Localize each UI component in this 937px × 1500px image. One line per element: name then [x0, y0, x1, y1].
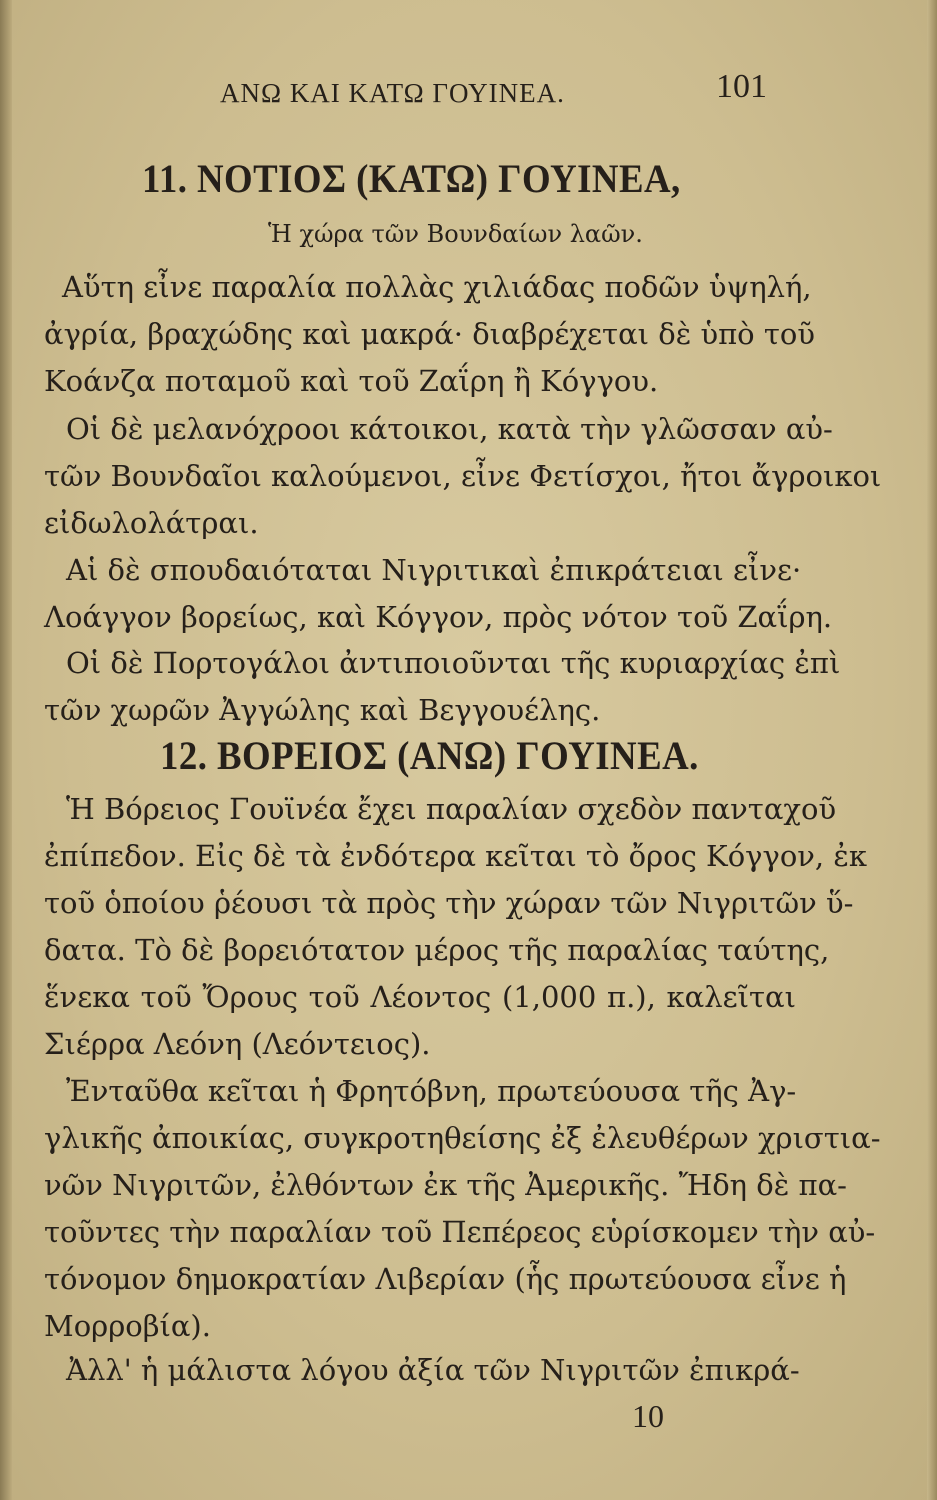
text-line: ἀγρία, βραχώδης καὶ μακρά· διαβρέχεται δὲ ὑπὸ τοῦ — [44, 317, 815, 351]
text-line: Αἱ δὲ σπουδαιόταται Νιγριτικαὶ ἐπικράτειαι εἶνε· — [66, 553, 802, 587]
text-line: Ἀλλ' ἡ μάλιστα λόγου ἀξία τῶν Νιγριτῶν ἐπικρά- — [66, 1353, 800, 1387]
page-number: 101 — [716, 68, 767, 105]
page-edge — [927, 0, 937, 1500]
text-line: τῶν Βουνδαῖοι καλούμενοι, εἶνε Φετίσχοι, ἤτοι ἄγροικοι — [44, 459, 882, 493]
text-line: τῶν χωρῶν Ἀγγώλης καὶ Βεγγουέλης. — [44, 693, 601, 727]
text-line: ἐπίπεδον. Εἰς δὲ τὰ ἐνδότερα κεῖται τὸ ὄρος Κόγγον, ἐκ — [44, 839, 868, 873]
text-line: Οἱ δὲ Πορτογάλοι ἀντιποιοῦνται τῆς κυριαρχίας ἐπὶ — [66, 646, 841, 680]
section-11-subtitle: Ἡ χώρα τῶν Βουνδαίων λαῶν. — [268, 220, 643, 248]
section-12-title: 12. ΒΟΡΕΙΟΣ (ΑΝΩ) ΓΟΥΙΝΕΑ. — [160, 733, 699, 778]
text-line: Κοάνζα ποταμοῦ καὶ τοῦ Ζαΐρη ἢ Κόγγου. — [44, 364, 659, 398]
text-line: Μορροβία). — [44, 1309, 211, 1343]
page-gutter — [0, 0, 12, 1500]
text-line: Ἐνταῦθα κεῖται ἡ Φρητόβνη, πρωτεύουσα τῆς Ἀγ- — [66, 1074, 797, 1108]
text-line: δατα. Τὸ δὲ βορειότατον μέρος τῆς παραλίας ταύτης, — [44, 933, 830, 967]
text-line: νῶν Νιγριτῶν, ἐλθόντων ἐκ τῆς Ἀμερικῆς. Ἤδη δὲ πα- — [44, 1168, 847, 1202]
running-head: ΑΝΩ ΚΑΙ ΚΑΤΩ ΓΟΥΙΝΕΑ. — [220, 78, 565, 108]
text-line: τόνομον δημοκρατίαν Λιβερίαν (ἧς πρωτεύουσα εἶνε ἡ — [44, 1262, 847, 1296]
text-line: γλικῆς ἀποικίας, συγκροτηθείσης ἐξ ἐλευθέρων χριστια- — [44, 1121, 881, 1155]
text-line: Λοάγγον βορείως, καὶ Κόγγον, πρὸς νότον τοῦ Ζαΐρη. — [44, 600, 833, 634]
text-line: Οἱ δὲ μελανόχροοι κάτοικοι, κατὰ τὴν γλῶσσαν αὐ- — [66, 412, 833, 446]
text-line: Σιέρρα Λεόνη (Λεόντειος). — [44, 1027, 431, 1061]
signature-mark: 10 — [632, 1398, 664, 1434]
section-11-title: 11. ΝΟΤΙΟΣ (ΚΑΤΩ) ΓΟΥΙΝΕΑ, — [142, 156, 681, 201]
text-line: τοῦ ὁποίου ῥέουσι τὰ πρὸς τὴν χώραν τῶν Νιγριτῶν ὕ- — [44, 886, 854, 920]
text-line: ἕνεκα τοῦ Ὄρους τοῦ Λέοντος (1,000 π.), καλεῖται — [44, 980, 796, 1014]
text-line: εἰδωλολάτραι. — [44, 506, 259, 540]
text-line: τοῦντες τὴν παραλίαν τοῦ Πεπέρεος εὑρίσκομεν τὴν αὐ- — [44, 1215, 876, 1249]
text-line: Ἡ Βόρειος Γουϊνέα ἔχει παραλίαν σχεδὸν πανταχοῦ — [66, 792, 837, 826]
text-line: Αὕτη εἶνε παραλία πολλὰς χιλιάδας ποδῶν ὑψηλή, — [62, 270, 812, 304]
